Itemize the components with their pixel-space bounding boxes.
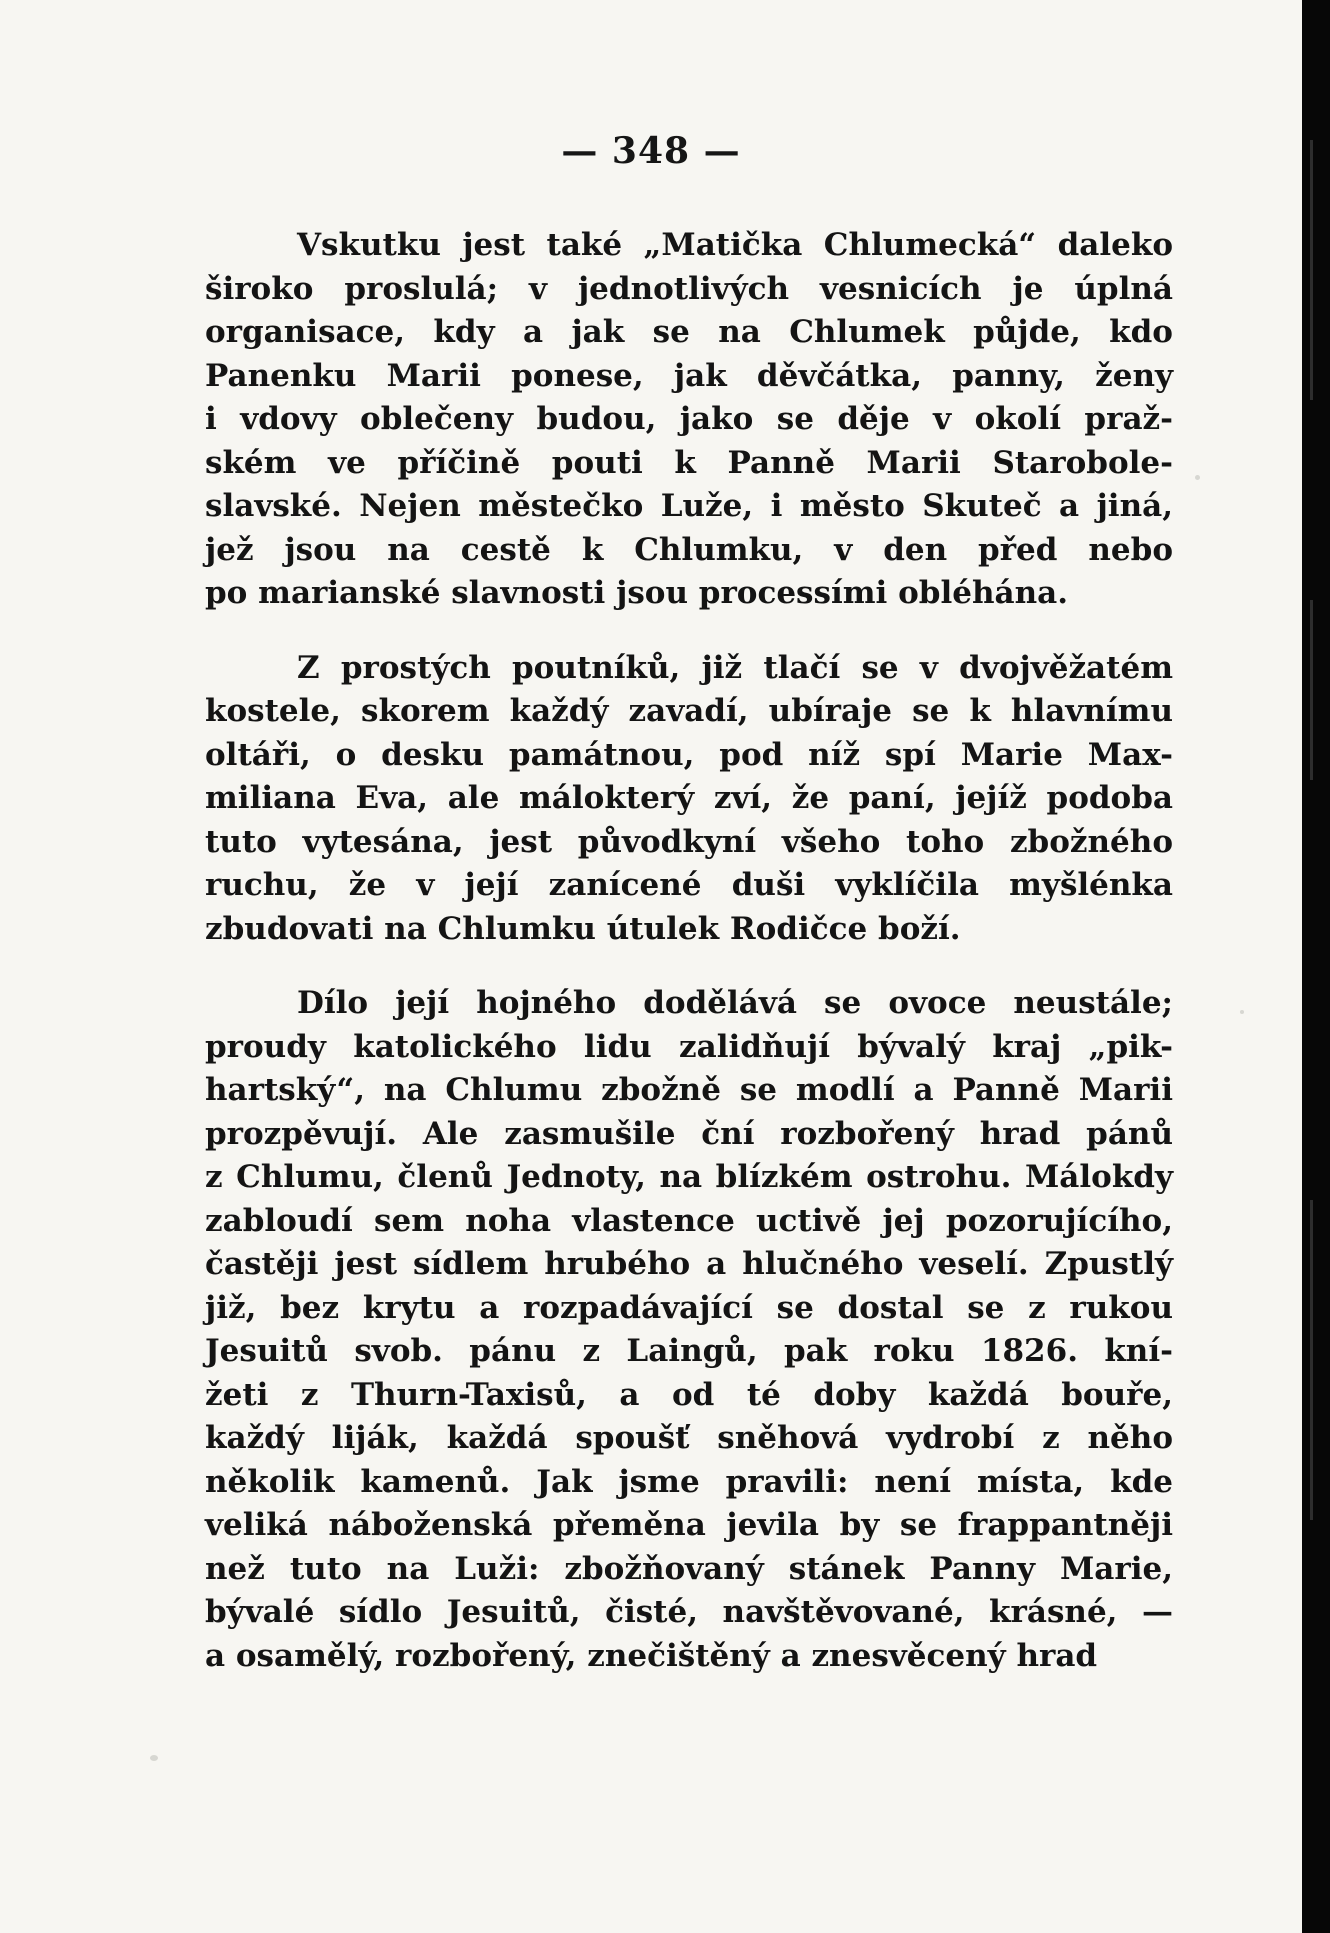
text-line: oltáři, o desku památnou, pod níž spí Marie Max- (205, 736, 1173, 773)
text-line: Jesuitů svob. pánu z Laingů, pak roku 1826. kní- (205, 1333, 1173, 1369)
text-line: častěji jest sídlem hrubého a hlučného veselí. Zpustlý (205, 1246, 1173, 1282)
page-number: — 348 — (561, 130, 741, 172)
paper-speck (150, 1755, 158, 1761)
text-line: miliana Eva, ale málokterý zví, že paní, jejíž podoba (205, 780, 1173, 816)
text-line: ruchu, že v její zanícené duši vyklíčila myšlénka (205, 867, 1173, 903)
text-line: veliká náboženská přeměna jevila by se frappantněji (205, 1507, 1173, 1543)
text-line: kostele, skorem každý zavadí, ubíraje se k hlavnímu (205, 693, 1173, 729)
text-line: a osamělý, rozbořený, znečištěný a znesvěcený hrad (205, 1637, 1098, 1674)
text-line: z Chlumu, členů Jednoty, na blízkém ostrohu. Málokdy (205, 1159, 1173, 1195)
edge-streak (1310, 600, 1313, 780)
text-line: organisace, kdy a jak se na Chlumek půjde, kdo (205, 314, 1173, 350)
text-line: zbudovati na Chlumku útulek Rodičce boží. (205, 910, 961, 947)
text-line: slavské. Nejen městečko Luže, i město Skuteč a jiná, (205, 488, 1173, 524)
body-text (205, 224, 1173, 1709)
text-line: Z prostých poutníků, již tlačí se v dvojvěžatém (297, 649, 1173, 686)
text-line: prozpěvují. Ale zasmušile ční rozbořený hrad pánů (205, 1115, 1173, 1152)
text-line: několik kamenů. Jak jsme pravili: není místa, kde (205, 1463, 1173, 1500)
text-line: každý liják, každá spoušť sněhová vydrobí z něho (205, 1420, 1173, 1456)
text-line: Dílo její hojného dodělává se ovoce neustále; (297, 985, 1173, 1021)
text-line: zabloudí sem noha vlastence uctivě jej pozorujícího, (205, 1202, 1173, 1239)
text-line: jež jsou na cestě k Chlumku, v den před nebo (205, 531, 1173, 568)
text-line: široko proslulá; v jednotlivých vesnicích je úplná (205, 270, 1173, 307)
scan-binding-edge (1302, 0, 1330, 1933)
text-line: ském ve příčině pouti k Panně Marii Starobole- (205, 444, 1173, 481)
text-line: žeti z Thurn-Taxisů, a od té doby každá bouře, (205, 1376, 1173, 1413)
text-line: než tuto na Luži: zbožňovaný stánek Panny Marie, (205, 1550, 1173, 1587)
paragraph-3 (205, 982, 1173, 1678)
text-line: po marianské slavnosti jsou processími obléhána. (205, 575, 1069, 611)
text-line: již, bez krytu a rozpadávající se dostal se z rukou (205, 1289, 1173, 1326)
paragraph-2 (205, 647, 1173, 952)
text-line: i vdovy oblečeny budou, jako se děje v okolí praž- (205, 401, 1173, 437)
paper-speck (1195, 475, 1200, 480)
text-line: Panenku Marii ponese, jak děvčátka, panny, ženy (205, 357, 1173, 394)
edge-streak (1310, 1200, 1313, 1520)
text-line: hartský“, na Chlumu zbožně se modlí a Panně Marii (205, 1072, 1173, 1108)
paragraph-1 (205, 224, 1173, 616)
text-line: Vskutku jest také „Matička Chlumecká“ daleko (297, 227, 1173, 263)
text-line: bývalé sídlo Jesuitů, čisté, navštěvované, krásné, — (205, 1594, 1173, 1630)
text-line: tuto vytesána, jest původkyní všeho toho zbožného (205, 823, 1173, 860)
text-line: proudy katolického lidu zalidňují bývalý kraj „pik- (205, 1028, 1173, 1065)
paper-speck (1240, 1010, 1244, 1014)
edge-streak (1310, 140, 1313, 400)
